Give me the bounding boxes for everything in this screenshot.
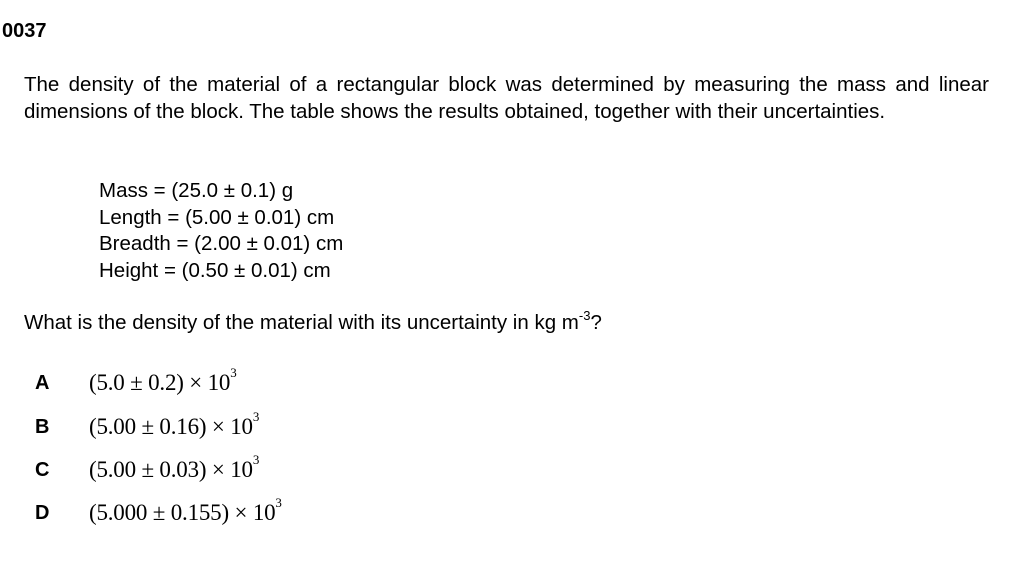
measurements-list xyxy=(99,178,343,284)
option-c-value: (5.00 ± 0.03) × 10 xyxy=(89,457,253,482)
option-d-exponent: 3 xyxy=(275,495,282,511)
option-c-text xyxy=(89,452,260,483)
prompt-unit-exponent: -3 xyxy=(578,308,591,324)
option-b-value: (5.00 ± 0.16) × 10 xyxy=(89,414,253,439)
question-prompt xyxy=(24,310,602,336)
prompt-text: What is the density of the material with its uncertainty in kg m xyxy=(24,311,579,334)
measurement-breadth: Breadth = (2.00 ± 0.01) cm xyxy=(99,232,344,255)
option-b-letter: B xyxy=(35,415,50,438)
measurement-length: Length = (5.00 ± 0.01) cm xyxy=(99,205,335,229)
option-d-value: (5.000 ± 0.155) × 10 xyxy=(89,500,276,525)
option-a-value: (5.0 ± 0.2) × 10 xyxy=(89,370,231,395)
option-a-exponent: 3 xyxy=(230,365,237,381)
option-b[interactable] xyxy=(35,409,260,442)
question-number: 0037 xyxy=(2,20,47,42)
prompt-end: ? xyxy=(590,311,602,334)
option-b-exponent: 3 xyxy=(252,409,260,425)
measurement-mass: Mass = (25.0 ± 0.1) g xyxy=(99,179,294,202)
option-c[interactable] xyxy=(35,452,260,485)
option-b-text xyxy=(89,409,260,440)
option-c-letter: C xyxy=(35,458,50,481)
option-a[interactable] xyxy=(35,365,237,398)
option-a-letter: A xyxy=(35,371,50,394)
option-c-exponent: 3 xyxy=(252,452,260,468)
option-d[interactable] xyxy=(35,495,282,528)
option-d-text xyxy=(89,495,282,526)
option-d-letter: D xyxy=(35,501,50,524)
question-stem: The density of the material of a rectangular block was determined by measuring the mass and linear dimensions of the block. The table shows the results obtained, together with their uncertainties. xyxy=(24,73,989,123)
measurement-height: Height = (0.50 ± 0.01) cm xyxy=(99,258,331,282)
option-a-text xyxy=(89,365,237,396)
